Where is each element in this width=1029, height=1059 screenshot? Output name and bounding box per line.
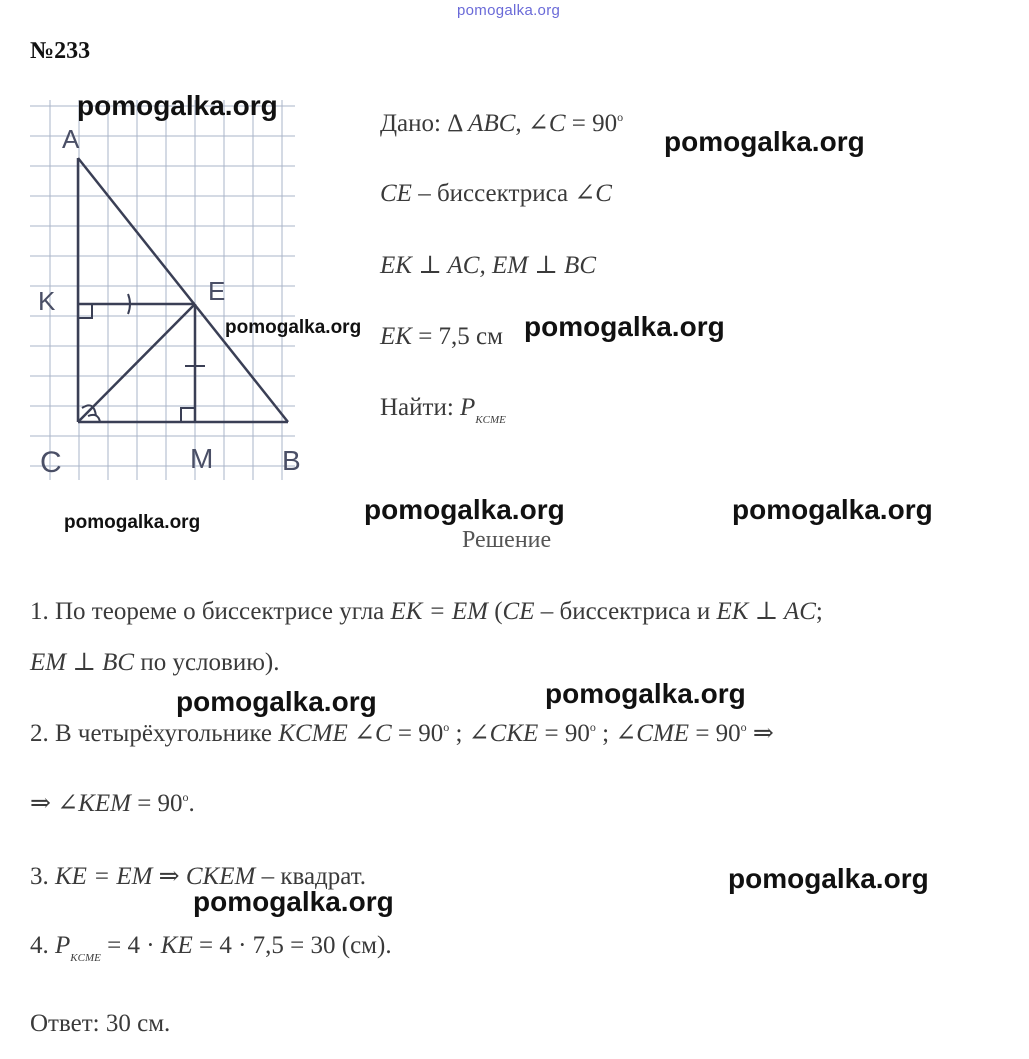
problem-number: №233 [30,38,91,64]
solution-step-2-cont: ⇒ ∠KEM = $90^o$. [30,790,195,817]
solution-step-1: 1. По теореме о биссектрисе угла EK = EM (CE – биссектриса и EK ⊥ AC; [30,598,823,625]
triangle-figure [30,100,315,500]
watermark: pomogalka.org [64,512,201,533]
solution-step-3: 3. KE = EM ⇒ CKEM – квадрат. [30,863,367,890]
find-line: Найти: $P_{KCME}$ [380,394,506,426]
triangle-lines [78,158,288,422]
label-B: B [282,445,301,476]
solution-step-1-cont: EM ⊥ BC по условию). [30,649,280,676]
watermark: pomogalka.org [732,494,933,525]
site-link-top[interactable]: pomogalka.org [457,2,561,19]
given-line-1: Дано: Δ ABC, ∠C = $90^o$ [380,110,624,137]
solution-step-2: 2. В четырёхугольнике KCME ∠C = $90^o$ ; ∠CKE = $90^o$ ; ∠CME = $90^o$ ⇒ [30,720,774,747]
given-line-4: EK = 7,5 см [380,323,503,350]
solution-heading: Решение [462,527,552,553]
label-A: A [62,124,80,154]
watermark: pomogalka.org [664,126,865,157]
watermark: pomogalka.org [364,494,565,525]
watermark: pomogalka.org [728,863,929,894]
watermark: pomogalka.org [225,317,362,338]
given-line-3: EK ⊥ AC, EM ⊥ BC [380,252,597,279]
label-C: C [40,446,62,479]
solution-step-4: 4. $P_{KCME} = 4$ · KE = 4 · 7,5 = 30 (см). [30,932,392,964]
watermark: pomogalka.org [193,886,394,917]
watermark: pomogalka.org [77,90,278,121]
given-line-2: CE – биссектриса ∠C [380,180,612,207]
label-K: K [38,286,56,316]
watermark: pomogalka.org [545,678,746,709]
label-M: M [190,443,214,474]
label-E: E [208,276,226,306]
answer-line: Ответ: 30 см. [30,1010,171,1037]
watermark: pomogalka.org [524,311,725,342]
watermark: pomogalka.org [176,686,377,717]
